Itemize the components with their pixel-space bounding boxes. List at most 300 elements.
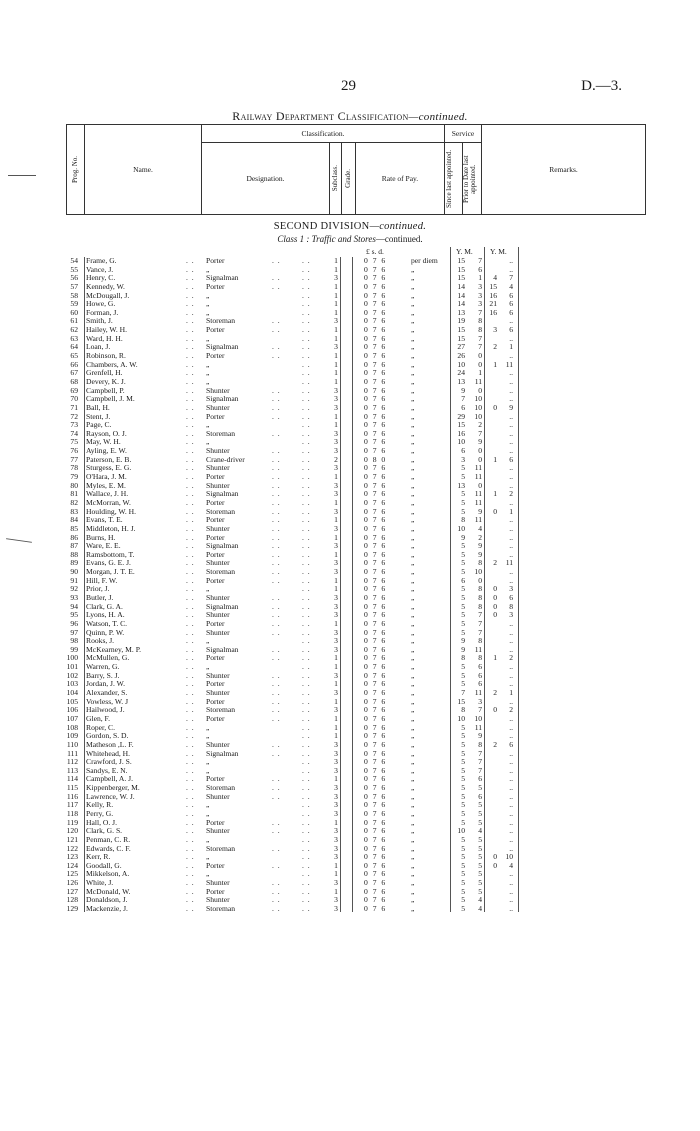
class-continued: —continued.: [375, 234, 423, 244]
dot-leader: . .: [272, 783, 281, 793]
name-cell: Campbell, J. M.: [86, 394, 135, 404]
since-months-cell: 1: [478, 273, 482, 283]
dot-leader: . .: [302, 713, 311, 723]
dot-leader: . .: [302, 886, 311, 896]
dot-leader: . .: [302, 878, 311, 888]
dot-leader: . .: [272, 489, 281, 499]
dot-leader: . .: [302, 627, 311, 637]
rate-of-pay-cell: 0 7 6: [364, 515, 386, 525]
dot-leader: . .: [272, 817, 281, 827]
rate-period-cell: „: [411, 688, 415, 698]
subclass-cell: 3: [334, 402, 338, 412]
since-years-cell: 8: [461, 705, 465, 715]
rate-period-cell: „: [411, 610, 415, 620]
rate-of-pay-cell: 0 7 6: [364, 394, 386, 404]
dot-leader: . .: [272, 480, 281, 490]
prog-no-cell: 82: [70, 497, 78, 507]
rate-period-cell: „: [411, 653, 415, 663]
since-years-cell: 5: [461, 817, 465, 827]
since-months-cell: 10: [474, 567, 482, 577]
dot-leader: . .: [272, 402, 281, 412]
page-number: 29: [341, 78, 356, 94]
designation-cell: „: [206, 800, 210, 810]
prog-no-cell: 69: [70, 385, 78, 395]
name-cell: Hall, O. J.: [86, 817, 118, 827]
prog-no-cell: 124: [66, 860, 78, 870]
prior-years-cell: 1: [493, 653, 497, 663]
dot-leader: . .: [302, 618, 311, 628]
dot-leader: . .: [302, 256, 311, 265]
prior-months-cell: 2: [509, 653, 513, 663]
subclass-cell: 1: [334, 264, 338, 274]
since-months-cell: 5: [478, 878, 482, 888]
subclass-cell: 3: [334, 791, 338, 801]
since-months-cell: 5: [478, 834, 482, 844]
prior-months-cell: ..: [509, 713, 513, 723]
prog-no-cell: 86: [70, 532, 78, 542]
prog-no-cell: 90: [70, 567, 78, 577]
rate-period-cell: „: [411, 428, 415, 438]
dot-leader: . .: [272, 454, 281, 464]
name-cell: Ramsbottom, T.: [86, 549, 135, 559]
dot-leader: . .: [186, 256, 195, 265]
dot-leader: . .: [186, 618, 195, 628]
subclass-cell: 1: [334, 281, 338, 291]
dot-leader: . .: [272, 515, 281, 525]
since-years-cell: 14: [457, 281, 465, 291]
rate-of-pay-cell: 0 7 6: [364, 696, 386, 706]
designation-cell: Shunter: [206, 446, 230, 456]
since-months-cell: 0: [478, 446, 482, 456]
since-years-cell: 15: [457, 420, 465, 430]
dot-leader: . .: [272, 506, 281, 516]
dot-leader: . .: [302, 342, 311, 352]
designation-cell: „: [206, 359, 210, 369]
prog-no-cell: 78: [70, 463, 78, 473]
since-years-cell: 29: [457, 411, 465, 421]
rate-period-cell: „: [411, 878, 415, 888]
designation-cell: Signalman: [206, 748, 239, 758]
designation-cell: Porter: [206, 886, 225, 896]
subclass-cell: 3: [334, 523, 338, 533]
name-cell: White, J.: [86, 878, 114, 888]
name-cell: Sandys, E. N.: [86, 765, 128, 775]
rate-of-pay-header: Rate of Pay.: [356, 143, 445, 215]
name-cell: Loan, J.: [86, 342, 111, 352]
since-months-cell: 7: [478, 256, 482, 265]
name-cell: Robinson, R.: [86, 351, 126, 361]
prior-months-cell: ..: [509, 636, 513, 646]
dot-leader: . .: [186, 411, 195, 421]
designation-cell: Signalman: [206, 489, 239, 499]
designation-cell: Porter: [206, 774, 225, 784]
since-years-cell: 10: [457, 437, 465, 447]
since-years-cell: 5: [461, 739, 465, 749]
name-cell: Perry, G.: [86, 809, 114, 818]
since-years-cell: 26: [457, 351, 465, 361]
rate-of-pay-cell: 0 7 6: [364, 307, 386, 317]
prog-no-cell: 106: [66, 705, 78, 715]
dot-leader: . .: [186, 264, 195, 274]
prior-months-cell: 4: [509, 281, 513, 291]
rate-period-cell: „: [411, 281, 415, 291]
dot-leader: . .: [186, 394, 195, 404]
dot-leader: . .: [186, 653, 195, 663]
since-months-cell: 11: [474, 463, 482, 473]
rate-period-cell: „: [411, 394, 415, 404]
subclass-cell: 3: [334, 834, 338, 844]
since-last-appointed-header: Since last appointed.: [445, 143, 463, 215]
since-years-cell: 5: [461, 757, 465, 767]
rate-of-pay-cell: 0 7 6: [364, 869, 386, 879]
prior-months-cell: 6: [509, 739, 513, 749]
dot-leader: . .: [302, 843, 311, 853]
dot-leader: . .: [186, 351, 195, 361]
dot-leader: . .: [302, 852, 311, 862]
since-months-cell: 4: [478, 826, 482, 836]
prior-months-cell: ..: [509, 627, 513, 637]
since-years-cell: 8: [461, 515, 465, 525]
dot-leader: . .: [186, 869, 195, 879]
dot-leader: . .: [186, 342, 195, 352]
rate-period-cell: „: [411, 800, 415, 810]
rate-period-cell: „: [411, 402, 415, 412]
rate-period-cell: „: [411, 826, 415, 836]
rate-period-cell: „: [411, 739, 415, 749]
rate-period-cell: „: [411, 869, 415, 879]
rate-period-cell: „: [411, 454, 415, 464]
prog-no-cell: 122: [66, 843, 78, 853]
designation-cell: Shunter: [206, 463, 230, 473]
name-cell: Edwards, C. F.: [86, 843, 131, 853]
dot-leader: . .: [302, 705, 311, 715]
rate-period-cell: „: [411, 446, 415, 456]
name-cell: Ward, H. H.: [86, 333, 123, 343]
since-years-cell: 5: [461, 860, 465, 870]
rate-of-pay-cell: 0 7 6: [364, 342, 386, 352]
prior-months-cell: ..: [509, 722, 513, 732]
since-months-cell: 10: [474, 394, 482, 404]
designation-cell: „: [206, 662, 210, 672]
dot-leader: . .: [272, 860, 281, 870]
dot-leader: . .: [186, 281, 195, 291]
dot-leader: . .: [186, 757, 195, 767]
name-cell: Campbell, A. J.: [86, 774, 134, 784]
dot-leader: . .: [302, 290, 311, 300]
rate-period-cell: „: [411, 765, 415, 775]
designation-cell: Shunter: [206, 878, 230, 888]
dot-leader: . .: [272, 273, 281, 283]
name-cell: Myles, E. M.: [86, 480, 126, 490]
since-months-cell: 5: [478, 852, 482, 862]
since-months-cell: 6: [478, 670, 482, 680]
prior-months-cell: ..: [509, 618, 513, 628]
designation-cell: Porter: [206, 653, 225, 663]
name-cell: Quinn, P. W.: [86, 627, 125, 637]
division-continued: —continued.: [369, 221, 427, 232]
subclass-cell: 1: [334, 472, 338, 482]
since-years-cell: 5: [461, 463, 465, 473]
dot-leader: . .: [272, 281, 281, 291]
prog-no-cell: 77: [70, 454, 78, 464]
prog-no-cell: 54: [70, 256, 78, 265]
prog-no-cell: 107: [66, 713, 78, 723]
since-years-cell: 13: [457, 376, 465, 386]
subclass-cell: 3: [334, 670, 338, 680]
rate-period-cell: „: [411, 342, 415, 352]
name-cell: Campbell, P.: [86, 385, 125, 395]
prog-no-cell: 75: [70, 437, 78, 447]
dot-leader: . .: [186, 368, 195, 378]
designation-cell: Shunter: [206, 402, 230, 412]
dot-leader: . .: [302, 696, 311, 706]
subclass-cell: 3: [334, 783, 338, 793]
prog-no-cell: 102: [66, 670, 78, 680]
prog-no-cell: 65: [70, 351, 78, 361]
dot-leader: . .: [186, 688, 195, 698]
prog-no-cell: 57: [70, 281, 78, 291]
name-cell: Hailwood, J.: [86, 705, 125, 715]
dot-leader: . .: [272, 791, 281, 801]
since-months-cell: 7: [478, 307, 482, 317]
dot-leader: . .: [186, 636, 195, 646]
since-months-cell: 11: [474, 644, 482, 654]
name-cell: Hill, F. W.: [86, 575, 118, 585]
rate-period-cell: „: [411, 679, 415, 689]
dot-leader: . .: [302, 549, 311, 559]
rate-of-pay-cell: 0 7 6: [364, 627, 386, 637]
since-years-cell: 19: [457, 316, 465, 326]
rate-period-cell: „: [411, 860, 415, 870]
subclass-cell: 3: [334, 394, 338, 404]
name-cell: Houlding, W. H.: [86, 506, 136, 516]
prog-no-cell: 99: [70, 644, 78, 654]
subclass-cell: 1: [334, 376, 338, 386]
since-years-cell: 15: [457, 696, 465, 706]
prog-no-cell: 56: [70, 273, 78, 283]
name-cell: Kelly, R.: [86, 800, 114, 810]
dot-leader: . .: [302, 437, 311, 447]
dot-leader: . .: [186, 472, 195, 482]
prior-months-cell: ..: [509, 264, 513, 274]
since-years-cell: 5: [461, 679, 465, 689]
since-months-cell: 0: [478, 480, 482, 490]
subclass-cell: 3: [334, 592, 338, 602]
name-cell: Grenfell, H.: [86, 368, 123, 378]
since-months-cell: 8: [478, 739, 482, 749]
prog-no-cell: 58: [70, 290, 78, 300]
since-years-cell: 6: [461, 402, 465, 412]
dot-leader: . .: [272, 713, 281, 723]
rate-period-cell: „: [411, 662, 415, 672]
name-cell: Wallace, J. H.: [86, 489, 129, 499]
prior-months-cell: 3: [509, 610, 513, 620]
since-years-cell: 5: [461, 670, 465, 680]
dot-leader: . .: [272, 256, 281, 265]
rate-period-cell: „: [411, 696, 415, 706]
subclass-cell: 3: [334, 273, 338, 283]
since-years-cell: 5: [461, 549, 465, 559]
prog-no-cell: 68: [70, 376, 78, 386]
rate-of-pay-cell: 0 7 6: [364, 679, 386, 689]
dot-leader: . .: [302, 325, 311, 335]
subclass-cell: 1: [334, 584, 338, 594]
dot-leader: . .: [302, 532, 311, 542]
since-years-cell: 27: [457, 342, 465, 352]
designation-cell: Porter: [206, 497, 225, 507]
rate-of-pay-cell: 0 7 6: [364, 644, 386, 654]
prog-no-cell: 108: [66, 722, 78, 732]
rate-period-cell: „: [411, 420, 415, 430]
rate-of-pay-cell: 0 7 6: [364, 549, 386, 559]
prior-years-cell: 0: [493, 601, 497, 611]
name-cell: Henry, C.: [86, 273, 116, 283]
subclass-cell: 1: [334, 886, 338, 896]
dot-leader: . .: [302, 506, 311, 516]
since-months-cell: 0: [478, 385, 482, 395]
since-months-cell: 2: [478, 532, 482, 542]
dot-leader: . .: [186, 584, 195, 594]
dot-leader: . .: [186, 290, 195, 300]
rate-of-pay-cell: 0 7 6: [364, 368, 386, 378]
rate-of-pay-cell: 0 7 6: [364, 376, 386, 386]
prog-no-cell: 85: [70, 523, 78, 533]
prog-no-cell: 116: [66, 791, 78, 801]
prog-no-cell: 84: [70, 515, 78, 525]
name-cell: McKearney, M. P.: [86, 644, 141, 654]
since-months-cell: 7: [478, 610, 482, 620]
dot-leader: . .: [186, 791, 195, 801]
since-months-cell: 5: [478, 886, 482, 896]
dot-leader: . .: [186, 739, 195, 749]
subclass-cell: 1: [334, 256, 338, 265]
designation-cell: Storeman: [206, 506, 236, 516]
since-years-cell: 24: [457, 368, 465, 378]
designation-cell: Shunter: [206, 523, 230, 533]
prior-months-cell: ..: [509, 333, 513, 343]
prior-months-cell: ..: [509, 644, 513, 654]
dot-leader: . .: [272, 610, 281, 620]
prior-months-cell: ..: [509, 843, 513, 853]
subclass-cell: 1: [334, 497, 338, 507]
rate-of-pay-cell: 0 7 6: [364, 567, 386, 577]
rate-period-cell: „: [411, 523, 415, 533]
service-since-units: Y. M.: [456, 247, 473, 256]
prior-years-cell: 2: [493, 739, 497, 749]
dot-leader: . .: [272, 627, 281, 637]
since-years-cell: 5: [461, 843, 465, 853]
subclass-cell: 3: [334, 688, 338, 698]
prog-no-cell: 72: [70, 411, 78, 421]
rate-period-cell: „: [411, 299, 415, 309]
designation-cell: „: [206, 368, 210, 378]
dot-leader: . .: [302, 869, 311, 879]
subclass-cell: 3: [334, 385, 338, 395]
prog-no-cell: 128: [66, 895, 78, 905]
dot-leader: . .: [186, 627, 195, 637]
dot-leader: . .: [302, 610, 311, 620]
designation-cell: Porter: [206, 325, 225, 335]
name-cell: Watson, T. C.: [86, 618, 128, 628]
section-title: [0, 221, 700, 232]
prior-months-cell: ..: [509, 748, 513, 758]
prior-months-cell: 4: [509, 860, 513, 870]
margin-mark: [8, 175, 36, 176]
prior-months-cell: 3: [509, 584, 513, 594]
prog-no-cell: 109: [66, 731, 78, 741]
rate-of-pay-cell: 0 7 6: [364, 446, 386, 456]
subclass-cell: 3: [334, 480, 338, 490]
dot-leader: . .: [302, 670, 311, 680]
rate-of-pay-cell: 0 7 6: [364, 800, 386, 810]
since-months-cell: 7: [478, 333, 482, 343]
rate-period-cell: „: [411, 731, 415, 741]
dot-leader: . .: [302, 739, 311, 749]
designation-cell: Shunter: [206, 791, 230, 801]
since-months-cell: 7: [478, 627, 482, 637]
prog-no-cell: 110: [66, 739, 78, 749]
rate-period-cell: „: [411, 817, 415, 827]
rate-of-pay-cell: 0 7 6: [364, 860, 386, 870]
prog-no-cell: 55: [70, 264, 78, 274]
dot-leader: . .: [302, 368, 311, 378]
rate-of-pay-cell: 0 7 6: [364, 299, 386, 309]
designation-cell: Porter: [206, 618, 225, 628]
prior-months-cell: 6: [509, 592, 513, 602]
subclass-cell: 3: [334, 765, 338, 775]
dot-leader: . .: [302, 489, 311, 499]
rate-of-pay-cell: 0 7 6: [364, 843, 386, 853]
division-name: SECOND DIVISION: [273, 221, 370, 232]
rate-period-cell: „: [411, 359, 415, 369]
prog-no-cell: 111: [67, 748, 78, 758]
prior-months-cell: ..: [509, 532, 513, 542]
dot-leader: . .: [302, 316, 311, 326]
since-years-cell: 5: [461, 610, 465, 620]
subclass-cell: 3: [334, 757, 338, 767]
designation-cell: Porter: [206, 411, 225, 421]
since-years-cell: 13: [457, 307, 465, 317]
dot-leader: . .: [186, 385, 195, 395]
rate-period-cell: per diem: [411, 256, 438, 265]
rate-of-pay-cell: 0 7 6: [364, 904, 386, 914]
rate-period-cell: „: [411, 843, 415, 853]
dot-leader: . .: [272, 886, 281, 896]
dot-leader: . .: [186, 480, 195, 490]
name-cell: Stent, J.: [86, 411, 111, 421]
rate-of-pay-cell: 0 7 6: [364, 523, 386, 533]
since-years-cell: 7: [461, 394, 465, 404]
dot-leader: . .: [302, 722, 311, 732]
name-cell: Evans, T. E.: [86, 515, 123, 525]
rate-period-cell: „: [411, 351, 415, 361]
since-years-cell: 5: [461, 601, 465, 611]
dot-leader: . .: [186, 610, 195, 620]
designation-cell: Porter: [206, 575, 225, 585]
subclass-cell: 1: [334, 333, 338, 343]
name-cell: O'Hara, J. M.: [86, 472, 127, 482]
dot-leader: . .: [302, 809, 311, 818]
since-years-cell: 16: [457, 428, 465, 438]
since-years-cell: 7: [461, 688, 465, 698]
rate-of-pay-cell: 0 7 6: [364, 584, 386, 594]
designation-cell: Porter: [206, 679, 225, 689]
prog-no-cell: 120: [66, 826, 78, 836]
dot-leader: . .: [186, 316, 195, 326]
rate-period-cell: „: [411, 549, 415, 559]
rate-of-pay-cell: 0 7 6: [364, 817, 386, 827]
since-months-cell: 10: [474, 411, 482, 421]
